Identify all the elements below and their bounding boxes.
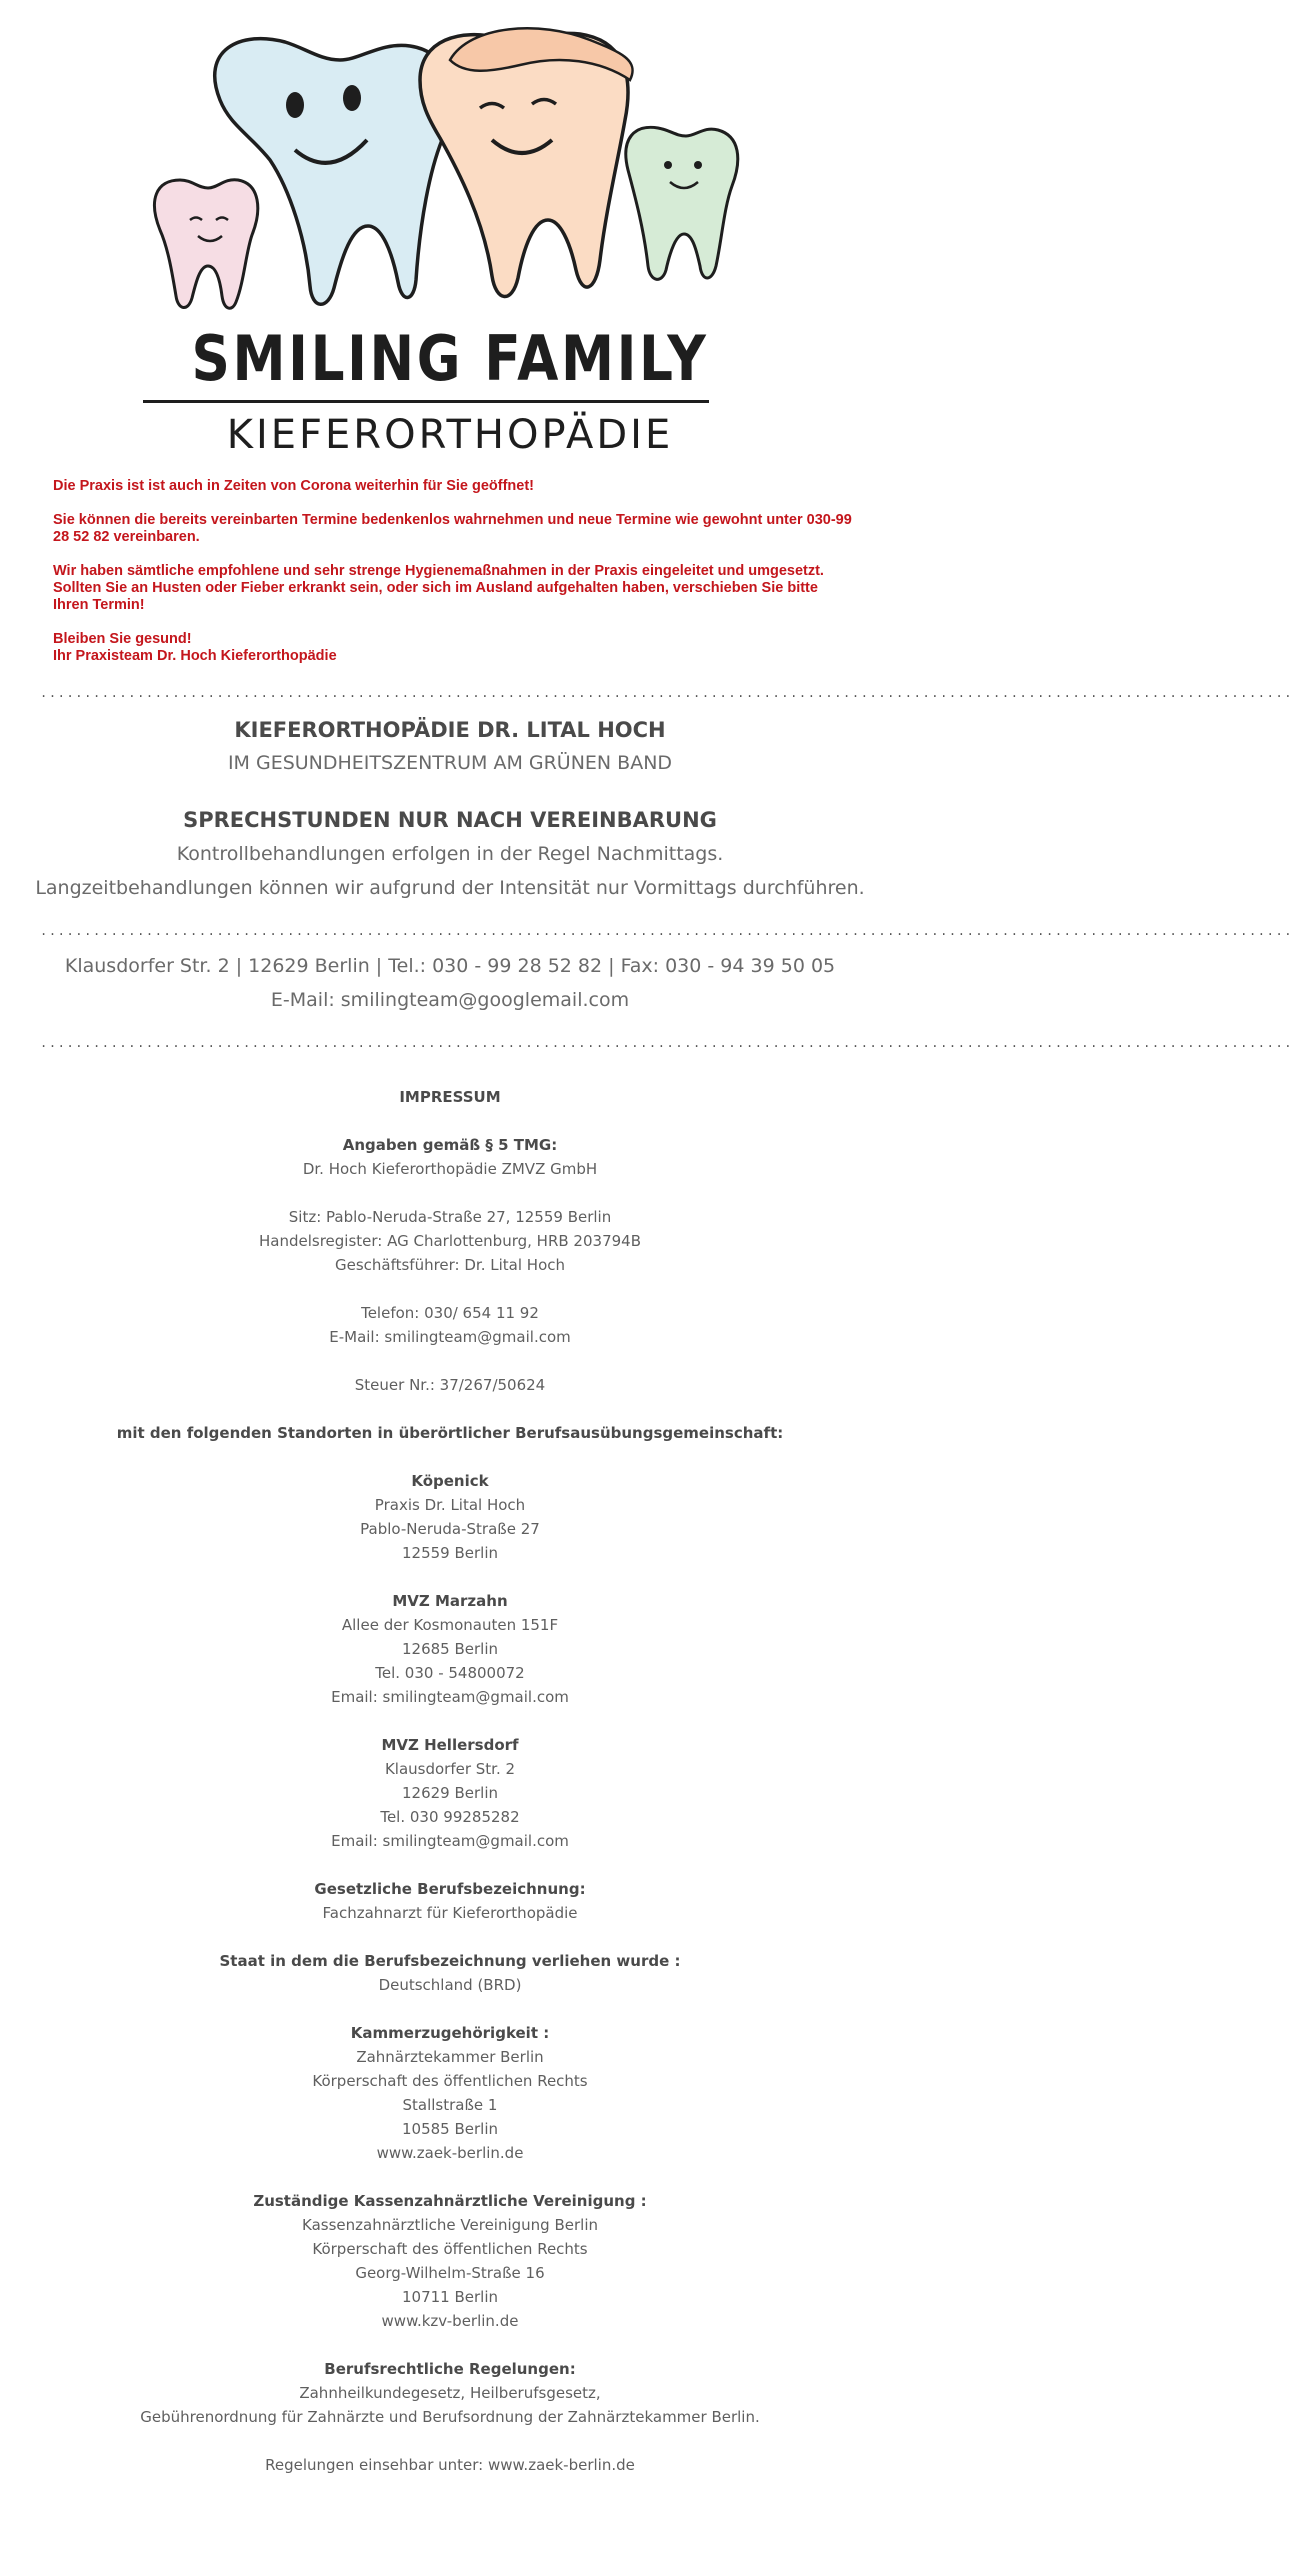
section-line: 10711 Berlin: [401, 2288, 498, 2306]
company-seat: Sitz: Pablo-Neruda-Straße 27, 12559 Berlin: [288, 1208, 612, 1226]
dotted-divider: ..............................................................................................................................................: [40, 1036, 1293, 1050]
section-line: Fachzahnarzt für Kieferorthopädie: [322, 1904, 578, 1922]
section-line: Körperschaft des öffentlichen Rechts: [312, 2072, 588, 2090]
green-tooth-icon: [626, 127, 738, 279]
tax-number: Steuer Nr.: 37/267/50624: [354, 1376, 546, 1394]
dotted-divider: ..............................................................................................................................................: [40, 924, 1293, 938]
notice-appointments: Sie können die bereits vereinbarten Termine bedenkenlos wahrnehmen und neue Termine wie gewohnt unter 030-99 28 52 82 vereinbaren.: [53, 512, 852, 545]
section-line: Zahnärztekammer Berlin: [356, 2048, 544, 2066]
practice-title: KIEFERORTHOPÄDIE DR. LITAL HOCH: [234, 718, 666, 742]
section-label: Gesetzliche Berufsbezeichnung:: [314, 1880, 586, 1898]
section-chamber: [0, 2021, 900, 2165]
notice-hygiene: Wir haben sämtliche empfohlene und sehr strenge Hygienemaßnahmen in der Praxis eingeleitet und umgesetzt. Sollten Sie an Husten oder Fieber erkrankt sein, oder sich im Ausland aufgehalten haben, verschieben Sie bitte Ihren Termin!: [53, 563, 824, 613]
locations-intro: mit den folgenden Standorten in überörtlicher Berufsausübungsgemeinschaft:: [116, 1424, 784, 1442]
section-regulations: [0, 2357, 900, 2429]
company-email: E-Mail: smilingteam@gmail.com: [329, 1328, 571, 1346]
section-kzv: [0, 2189, 900, 2333]
location-line: 12629 Berlin: [401, 1784, 498, 1802]
location-line: Klausdorfer Str. 2: [384, 1760, 516, 1778]
section-line: Gebührenordnung für Zahnärzte und Berufsordnung der Zahnärztekammer Berlin.: [140, 2408, 760, 2426]
location-line: Email: smilingteam@gmail.com: [331, 1832, 569, 1850]
regulations-link[interactable]: Regelungen einsehbar unter: www.zaek-berlin.de: [265, 2456, 635, 2474]
section-country: [0, 1949, 900, 1997]
contact-address: Klausdorfer Str. 2 | 12629 Berlin | Tel.: 030 - 99 28 52 82 | Fax: 030 - 94 39 50 05: [64, 955, 836, 977]
location-name: Köpenick: [411, 1472, 489, 1490]
dotted-divider: ..............................................................................................................................................: [40, 686, 1293, 700]
location-line: Allee der Kosmonauten 151F: [341, 1616, 559, 1634]
notice-open: Die Praxis ist ist auch in Zeiten von Corona weiterhin für Sie geöffnet!: [53, 478, 534, 494]
commercial-register: Handelsregister: AG Charlottenburg, HRB 203794B: [259, 1232, 641, 1250]
section-label: Berufsrechtliche Regelungen:: [324, 2360, 576, 2378]
section-line: Körperschaft des öffentlichen Rechts: [312, 2240, 588, 2258]
notice-stay-healthy: Bleiben Sie gesund!: [53, 631, 192, 647]
logo: [0, 0, 900, 470]
location-hellersdorf: [0, 1733, 900, 1853]
location-line: Tel. 030 - 54800072: [375, 1664, 525, 1682]
section-line: Deutschland (BRD): [378, 1976, 522, 1994]
impressum: [0, 1085, 900, 2501]
brand-title: SMILING FAMILY: [191, 322, 709, 395]
company-phone: Telefon: 030/ 654 11 92: [361, 1304, 539, 1322]
location-line: 12685 Berlin: [401, 1640, 498, 1658]
location-name: MVZ Marzahn: [392, 1592, 508, 1610]
company-name: Dr. Hoch Kieferorthopädie ZMVZ GmbH: [302, 1160, 598, 1178]
location-line: Email: smilingteam@gmail.com: [331, 1688, 569, 1706]
hours-afternoon: Kontrollbehandlungen erfolgen in der Regel Nachmittags.: [176, 843, 724, 865]
chamber-website-link[interactable]: www.zaek-berlin.de: [376, 2144, 524, 2162]
section-line: Stallstraße 1: [402, 2096, 498, 2114]
location-marzahn: [0, 1589, 900, 1709]
location-line: Praxis Dr. Lital Hoch: [374, 1496, 526, 1514]
brand-divider: [143, 400, 709, 403]
pink-tooth-icon: [154, 180, 257, 309]
corona-notice: [53, 478, 853, 665]
notice-team: Ihr Praxisteam Dr. Hoch Kieferorthopädie: [53, 648, 337, 664]
hours-morning: Langzeitbehandlungen können wir aufgrund der Intensität nur Vormittags durchführen.: [35, 877, 865, 899]
contact-email: E-Mail: smilingteam@googlemail.com: [270, 989, 630, 1011]
section-line: Georg-Wilhelm-Straße 16: [355, 2264, 545, 2282]
impressum-heading: IMPRESSUM: [399, 1088, 501, 1106]
notice-signoff: [53, 631, 853, 665]
tmg-label: Angaben gemäß § 5 TMG:: [342, 1136, 558, 1154]
section-label: Staat in dem die Berufsbezeichnung verliehen wurde :: [219, 1952, 681, 1970]
section-job-title: [0, 1877, 900, 1925]
practice-subtitle: IM GESUNDHEITSZENTRUM AM GRÜNEN BAND: [227, 752, 673, 774]
brand-subtitle: KIEFERORTHOPÄDIE: [226, 412, 674, 458]
location-name: MVZ Hellersdorf: [381, 1736, 519, 1754]
section-line: 10585 Berlin: [401, 2120, 498, 2138]
location-line: Pablo-Neruda-Straße 27: [360, 1520, 540, 1538]
location-line: Tel. 030 99285282: [380, 1808, 520, 1826]
section-label: Zuständige Kassenzahnärztliche Vereinigung :: [253, 2192, 647, 2210]
kzv-website-link[interactable]: www.kzv-berlin.de: [381, 2312, 519, 2330]
smiling-teeth-logo-icon: [120, 20, 760, 320]
section-line: Zahnheilkundegesetz, Heilberufsgesetz,: [299, 2384, 601, 2402]
blue-tooth-icon: [215, 39, 451, 305]
managing-director: Geschäftsführer: Dr. Lital Hoch: [334, 1256, 566, 1274]
section-line: Kassenzahnärztliche Vereinigung Berlin: [302, 2216, 598, 2234]
peach-tooth-icon: [420, 28, 633, 296]
location-koepenick: [0, 1469, 900, 1565]
section-label: Kammerzugehörigkeit :: [350, 2024, 550, 2042]
location-line: 12559 Berlin: [401, 1544, 498, 1562]
hours-title: SPRECHSTUNDEN NUR NACH VEREINBARUNG: [183, 808, 717, 832]
